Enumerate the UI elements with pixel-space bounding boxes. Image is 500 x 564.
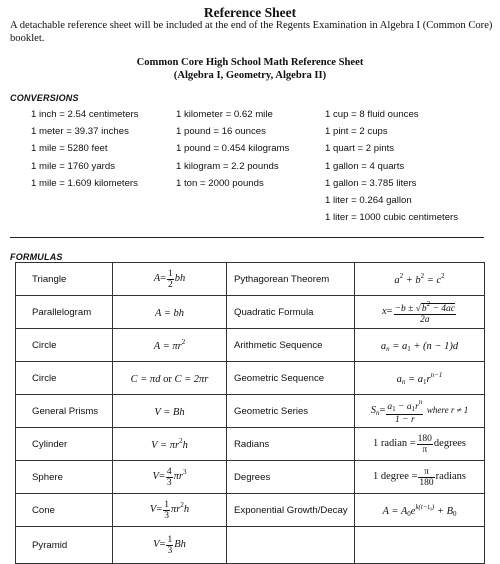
empty-cell: [227, 527, 355, 564]
sheet-title: [0, 57, 500, 82]
page-title: Reference Sheet: [203, 5, 297, 20]
formula-name: Quadratic Formula: [227, 296, 355, 329]
formula-arithmetic: $a_n = a_1 + (n - 1)d$: [355, 329, 485, 362]
sheet-title-line: Common Core High School Math Reference Sheet: [136, 57, 364, 68]
conversion-item: 1 ton = 2000 pounds: [176, 177, 264, 189]
formulas-table: [15, 262, 485, 564]
formula-name: Circle: [16, 329, 113, 362]
table-row: [16, 362, 485, 395]
conversion-item: 1 pound = 16 ounces: [176, 126, 266, 138]
conversion-item: 1 gallon = 4 quarts: [325, 160, 405, 172]
conversion-item: 1 kilogram = 2.2 pounds: [176, 160, 279, 172]
formula-name: Geometric Series: [227, 395, 355, 428]
table-row: [16, 395, 485, 428]
formula-name: Circle: [16, 362, 113, 395]
formula-name: Cone: [16, 494, 113, 527]
sheet-subtitle-line: (Algebra I, Geometry, Algebra II): [173, 69, 327, 81]
conversion-item: 1 quart = 2 pints: [325, 143, 395, 155]
table-row: [16, 494, 485, 527]
formula-triangle: A= $\frac{1}{2}$ bh: [113, 263, 227, 296]
formula-general-prisms: V = Bh: [113, 395, 227, 428]
conversion-item: 1 pound = 0.454 kilograms: [176, 143, 290, 155]
conversions-heading: CONVERSIONS: [10, 93, 79, 103]
conversion-item: 1 pint = 2 cups: [325, 126, 388, 138]
formula-name: Radians: [227, 428, 355, 461]
conversion-item: 1 gallon = 3.785 liters: [325, 177, 417, 189]
conversion-item: 1 liter = 1000 cubic centimeters: [325, 212, 459, 224]
conversions-column-1: [31, 109, 138, 195]
empty-cell: [355, 527, 485, 564]
formula-quadratic: x= $\frac{-b \pm √b^2 - 4ac}{2a}$: [355, 296, 485, 329]
conversion-item: 1 inch = 2.54 centimeters: [31, 109, 139, 120]
conversions-column-3: [325, 109, 458, 229]
conversions-column-2: [176, 109, 289, 195]
formula-geometric-series: $S_n=$ $\frac{a_1 - a_1r^n}{1 - r}$ where r ≠ 1: [355, 395, 485, 428]
formula-name: Geometric Sequence: [227, 362, 355, 395]
table-row: [16, 428, 485, 461]
table-row: [16, 296, 485, 329]
conversion-item: 1 mile = 5280 feet: [31, 143, 108, 155]
formula-pythagorean: $a^2 + b^2 = c^2$: [355, 263, 485, 296]
table-row: [16, 527, 485, 564]
intro-text: A detachable reference sheet will be included at the end of the Regents Examination in Algebra I (Common Core) booklet.: [10, 20, 493, 44]
formula-name: Sphere: [16, 461, 113, 494]
table-row: [16, 263, 485, 296]
formula-name: Parallelogram: [16, 296, 113, 329]
formula-name: Pyramid: [16, 527, 113, 564]
formula-name: Arithmetic Sequence: [227, 329, 355, 362]
conversion-item: 1 meter = 39.37 inches: [31, 126, 129, 138]
formula-circle-area: $A = \pi r^2$: [113, 329, 227, 362]
table-row: [16, 461, 485, 494]
conversion-item: 1 cup = 8 fluid ounces: [325, 109, 419, 120]
formula-sphere: V= $\frac{4}{3}$ $\pi r^3$: [113, 461, 227, 494]
formulas-heading: FORMULAS: [10, 252, 63, 262]
conversion-item: 1 kilometer = 0.62 mile: [176, 109, 273, 120]
formula-parallelogram: A = bh: [113, 296, 227, 329]
formula-name: Pythagorean Theorem: [227, 263, 355, 296]
formula-circle-circumference: C = πd or C = 2πr: [113, 362, 227, 395]
formula-cylinder: $V = \pi r^2h$: [113, 428, 227, 461]
formula-radians: 1 radian = $\frac{180}{\pi}$ degrees: [355, 428, 485, 461]
formula-geometric: $a_n = a_1r^{n-1}$: [355, 362, 485, 395]
formula-name: Exponential Growth/Decay: [227, 494, 355, 527]
formula-name: General Prisms: [16, 395, 113, 428]
section-divider: [10, 237, 484, 238]
formula-cone: V= $\frac{1}{3}$ $\pi r^2h$: [113, 494, 227, 527]
formula-name: Triangle: [16, 263, 113, 296]
conversion-item: 1 mile = 1.609 kilometers: [31, 177, 138, 189]
conversion-item: 1 mile = 1760 yards: [31, 160, 115, 172]
formula-degrees: 1 degree = $\frac{\pi}{180}$ radians: [355, 461, 485, 494]
formula-name: Degrees: [227, 461, 355, 494]
formula-pyramid: V= $\frac{1}{3}$ Bh: [113, 527, 227, 564]
formula-name: Cylinder: [16, 428, 113, 461]
formula-exponential: $A = A_0e^{k(t-t_0)} + B_0$: [355, 494, 485, 527]
table-row: [16, 329, 485, 362]
conversion-item: 1 liter = 0.264 gallon: [325, 194, 412, 206]
